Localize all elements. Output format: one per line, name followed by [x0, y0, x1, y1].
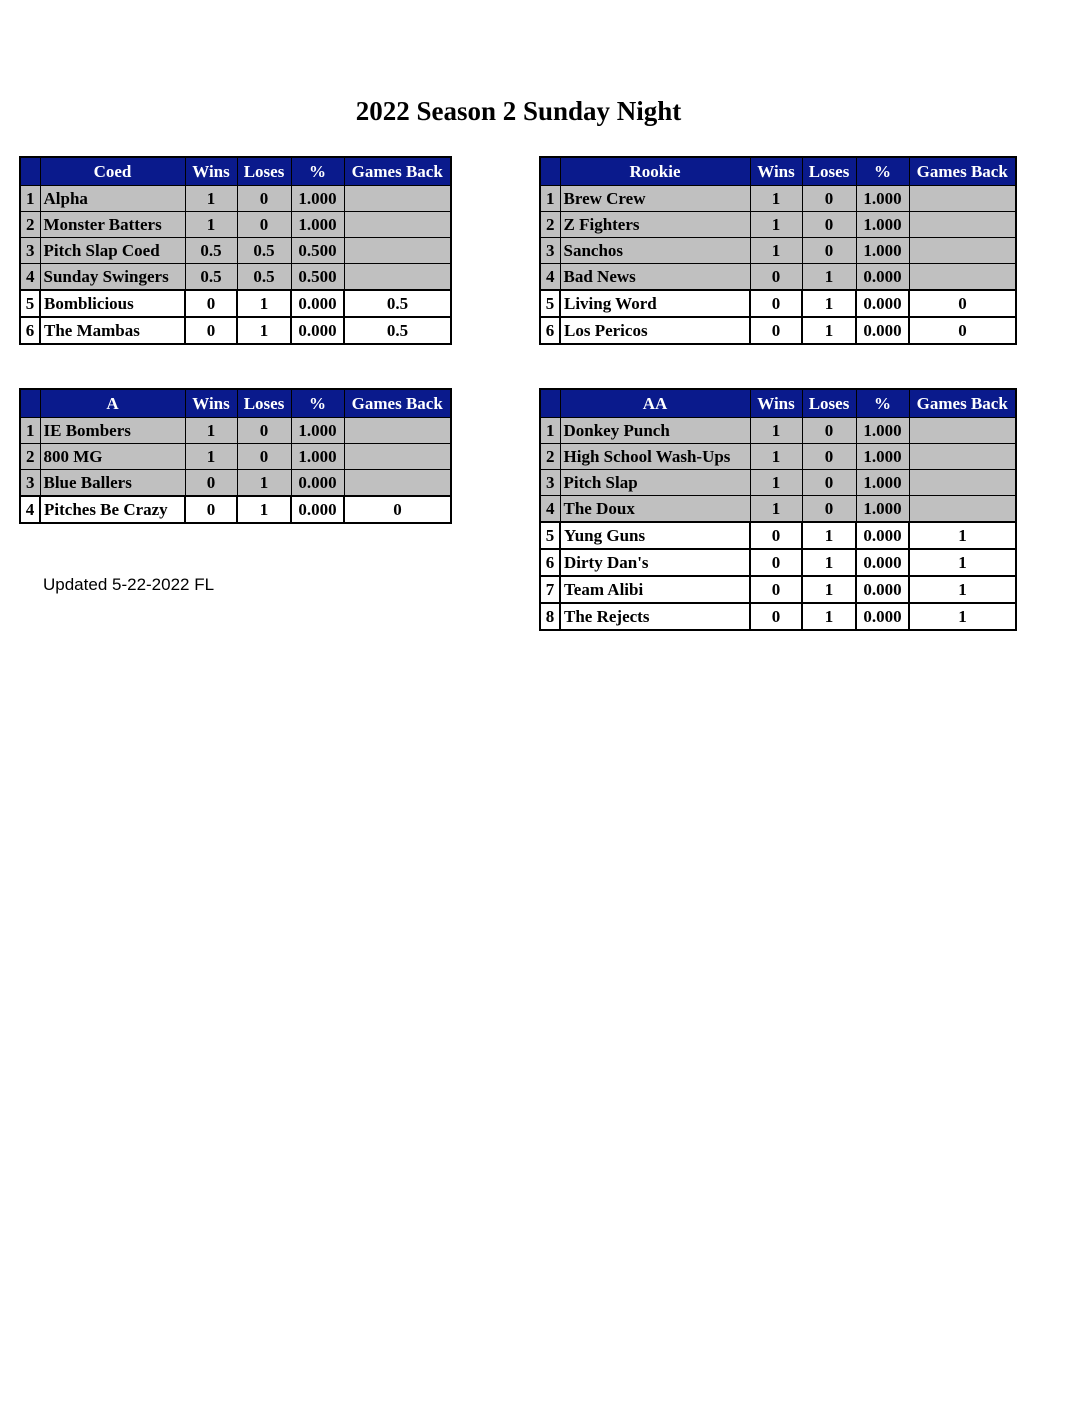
table-row — [540, 576, 1016, 603]
cell-team: Brew Crew — [560, 186, 750, 212]
cell-loses: 1 — [802, 603, 856, 630]
table-row — [20, 212, 451, 238]
cell-loses: 1 — [237, 317, 291, 344]
cell-gb: 1 — [909, 522, 1016, 549]
cell-rank: 6 — [20, 317, 40, 344]
table-row — [540, 444, 1016, 470]
cell-loses: 0 — [802, 212, 856, 238]
cell-rank: 5 — [20, 290, 40, 317]
cell-loses: 0 — [237, 212, 291, 238]
cell-team: Bomblicious — [40, 290, 185, 317]
cell-gb — [344, 418, 451, 444]
table-row — [540, 317, 1016, 344]
cell-pct: 1.000 — [856, 496, 909, 523]
cell-team: IE Bombers — [40, 418, 185, 444]
column-header: Loses — [802, 389, 856, 418]
cell-rank: 3 — [20, 470, 40, 497]
cell-team: The Rejects — [560, 603, 750, 630]
cell-loses: 0 — [802, 496, 856, 523]
cell-rank: 3 — [540, 470, 560, 496]
cell-pct: 1.000 — [291, 418, 344, 444]
column-header: % — [856, 389, 909, 418]
cell-gb — [909, 444, 1016, 470]
column-header: Wins — [185, 157, 237, 186]
cell-loses: 0 — [237, 186, 291, 212]
cell-rank: 1 — [20, 186, 40, 212]
cell-team: High School Wash-Ups — [560, 444, 750, 470]
cell-pct: 0.500 — [291, 264, 344, 291]
cell-pct: 0.000 — [856, 549, 909, 576]
cell-team: Pitches Be Crazy — [40, 496, 185, 523]
cell-team: Pitch Slap Coed — [40, 238, 185, 264]
column-header: Games Back — [344, 157, 451, 186]
cell-team: Living Word — [560, 290, 750, 317]
cell-pct: 0.000 — [291, 290, 344, 317]
division-name: Rookie — [560, 157, 750, 186]
cell-team: Sunday Swingers — [40, 264, 185, 291]
standings-table-coed — [19, 156, 452, 345]
cell-loses: 0 — [802, 418, 856, 444]
cell-team: Monster Batters — [40, 212, 185, 238]
cell-wins: 0 — [750, 603, 802, 630]
cell-loses: 1 — [802, 576, 856, 603]
cell-rank: 4 — [20, 264, 40, 291]
cell-rank: 1 — [540, 418, 560, 444]
cell-rank: 2 — [20, 212, 40, 238]
cell-rank: 4 — [540, 264, 560, 291]
cell-gb — [344, 238, 451, 264]
cell-wins: 0 — [185, 470, 237, 497]
cell-team: Donkey Punch — [560, 418, 750, 444]
cell-loses: 0 — [802, 470, 856, 496]
cell-pct: 0.000 — [856, 264, 909, 291]
cell-wins: 1 — [750, 212, 802, 238]
cell-gb — [909, 496, 1016, 523]
cell-wins: 0 — [185, 496, 237, 523]
cell-team: Dirty Dan's — [560, 549, 750, 576]
cell-pct: 1.000 — [856, 418, 909, 444]
cell-rank: 6 — [540, 549, 560, 576]
column-header: % — [291, 389, 344, 418]
column-header: Games Back — [909, 157, 1016, 186]
cell-wins: 1 — [750, 444, 802, 470]
cell-wins: 0 — [185, 317, 237, 344]
cell-loses: 1 — [802, 549, 856, 576]
table-row — [20, 186, 451, 212]
cell-wins: 0 — [750, 576, 802, 603]
cell-team: Z Fighters — [560, 212, 750, 238]
standings-table-a — [19, 388, 452, 524]
table-row — [540, 212, 1016, 238]
cell-wins: 1 — [750, 496, 802, 523]
cell-gb: 1 — [909, 603, 1016, 630]
cell-team: Bad News — [560, 264, 750, 291]
cell-loses: 0 — [802, 186, 856, 212]
column-header: Games Back — [344, 389, 451, 418]
cell-loses: 0 — [237, 444, 291, 470]
cell-gb — [344, 444, 451, 470]
cell-rank: 5 — [540, 290, 560, 317]
cell-wins: 1 — [185, 186, 237, 212]
cell-pct: 1.000 — [291, 186, 344, 212]
table-row — [20, 290, 451, 317]
updated-note: Updated 5-22-2022 FL — [43, 575, 215, 594]
cell-team: The Doux — [560, 496, 750, 523]
division-name: AA — [560, 389, 750, 418]
cell-rank: 2 — [540, 444, 560, 470]
cell-team: 800 MG — [40, 444, 185, 470]
cell-loses: 0.5 — [237, 264, 291, 291]
cell-rank: 2 — [540, 212, 560, 238]
cell-pct: 1.000 — [856, 444, 909, 470]
table-row — [540, 496, 1016, 523]
cell-loses: 1 — [237, 290, 291, 317]
cell-loses: 1 — [237, 470, 291, 497]
table-row — [20, 496, 451, 523]
cell-wins: 0 — [185, 290, 237, 317]
table-row — [20, 264, 451, 291]
table-row — [20, 317, 451, 344]
division-name: Coed — [40, 157, 185, 186]
column-header: % — [291, 157, 344, 186]
header-row — [20, 157, 451, 186]
cell-gb — [909, 212, 1016, 238]
cell-gb: 0 — [909, 317, 1016, 344]
cell-gb — [344, 212, 451, 238]
table-row — [20, 418, 451, 444]
cell-pct: 0.000 — [291, 317, 344, 344]
cell-rank: 5 — [540, 522, 560, 549]
cell-team: The Mambas — [40, 317, 185, 344]
column-header: Wins — [750, 157, 802, 186]
rank-header — [540, 389, 560, 418]
table-row — [540, 186, 1016, 212]
cell-wins: 0 — [750, 264, 802, 291]
column-header: Loses — [237, 157, 291, 186]
cell-pct: 1.000 — [291, 212, 344, 238]
column-header: % — [856, 157, 909, 186]
cell-team: Team Alibi — [560, 576, 750, 603]
cell-gb — [909, 238, 1016, 264]
cell-gb: 1 — [909, 576, 1016, 603]
page-title: 2022 Season 2 Sunday Night — [355, 96, 682, 126]
cell-pct: 0.000 — [856, 522, 909, 549]
cell-wins: 0.5 — [185, 264, 237, 291]
rank-header — [20, 389, 40, 418]
cell-wins: 1 — [750, 238, 802, 264]
cell-wins: 1 — [750, 186, 802, 212]
cell-pct: 1.000 — [856, 186, 909, 212]
table-row — [20, 470, 451, 497]
table-row — [540, 522, 1016, 549]
cell-team: Sanchos — [560, 238, 750, 264]
cell-gb: 0.5 — [344, 317, 451, 344]
cell-rank: 3 — [20, 238, 40, 264]
cell-gb — [909, 470, 1016, 496]
cell-loses: 0.5 — [237, 238, 291, 264]
cell-gb — [909, 418, 1016, 444]
cell-wins: 0 — [750, 317, 802, 344]
rank-header — [540, 157, 560, 186]
cell-pct: 0.000 — [856, 576, 909, 603]
column-header: Games Back — [909, 389, 1016, 418]
cell-pct: 1.000 — [291, 444, 344, 470]
cell-gb — [344, 470, 451, 497]
cell-loses: 1 — [802, 317, 856, 344]
table-row — [540, 549, 1016, 576]
division-name: A — [40, 389, 185, 418]
cell-rank: 4 — [540, 496, 560, 523]
table-row — [20, 238, 451, 264]
cell-rank: 1 — [540, 186, 560, 212]
table-row — [540, 470, 1016, 496]
standings-table-aa — [539, 388, 1017, 631]
header-row — [20, 389, 451, 418]
cell-team: Blue Ballers — [40, 470, 185, 497]
cell-pct: 1.000 — [856, 238, 909, 264]
cell-loses: 0 — [802, 444, 856, 470]
column-header: Loses — [237, 389, 291, 418]
cell-gb — [909, 264, 1016, 291]
column-header: Wins — [185, 389, 237, 418]
cell-wins: 0 — [750, 522, 802, 549]
table-row — [540, 418, 1016, 444]
cell-loses: 1 — [237, 496, 291, 523]
rank-header — [20, 157, 40, 186]
cell-team: Los Pericos — [560, 317, 750, 344]
cell-loses: 0 — [237, 418, 291, 444]
header-row — [540, 157, 1016, 186]
cell-rank: 3 — [540, 238, 560, 264]
cell-rank: 7 — [540, 576, 560, 603]
cell-loses: 0 — [802, 238, 856, 264]
cell-rank: 1 — [20, 418, 40, 444]
cell-gb — [344, 186, 451, 212]
cell-loses: 1 — [802, 264, 856, 291]
cell-wins: 1 — [185, 212, 237, 238]
cell-pct: 0.000 — [291, 496, 344, 523]
cell-team: Yung Guns — [560, 522, 750, 549]
cell-rank: 4 — [20, 496, 40, 523]
cell-wins: 0.5 — [185, 238, 237, 264]
cell-pct: 1.000 — [856, 470, 909, 496]
cell-pct: 0.000 — [856, 317, 909, 344]
cell-gb: 0.5 — [344, 290, 451, 317]
cell-wins: 1 — [750, 418, 802, 444]
cell-pct: 0.500 — [291, 238, 344, 264]
table-row — [20, 444, 451, 470]
cell-gb: 0 — [344, 496, 451, 523]
cell-pct: 1.000 — [856, 212, 909, 238]
cell-gb: 1 — [909, 549, 1016, 576]
standings-table-rookie — [539, 156, 1017, 345]
cell-team: Alpha — [40, 186, 185, 212]
header-row — [540, 389, 1016, 418]
cell-loses: 1 — [802, 290, 856, 317]
cell-rank: 6 — [540, 317, 560, 344]
table-row — [540, 603, 1016, 630]
cell-gb — [344, 264, 451, 291]
cell-pct: 0.000 — [856, 603, 909, 630]
cell-gb: 0 — [909, 290, 1016, 317]
cell-wins: 0 — [750, 549, 802, 576]
cell-gb — [909, 186, 1016, 212]
cell-pct: 0.000 — [856, 290, 909, 317]
cell-wins: 1 — [750, 470, 802, 496]
cell-rank: 8 — [540, 603, 560, 630]
table-row — [540, 290, 1016, 317]
cell-wins: 1 — [185, 444, 237, 470]
table-row — [540, 238, 1016, 264]
table-row — [540, 264, 1016, 291]
cell-pct: 0.000 — [291, 470, 344, 497]
cell-team: Pitch Slap — [560, 470, 750, 496]
column-header: Wins — [750, 389, 802, 418]
cell-wins: 0 — [750, 290, 802, 317]
column-header: Loses — [802, 157, 856, 186]
cell-wins: 1 — [185, 418, 237, 444]
cell-rank: 2 — [20, 444, 40, 470]
cell-loses: 1 — [802, 522, 856, 549]
